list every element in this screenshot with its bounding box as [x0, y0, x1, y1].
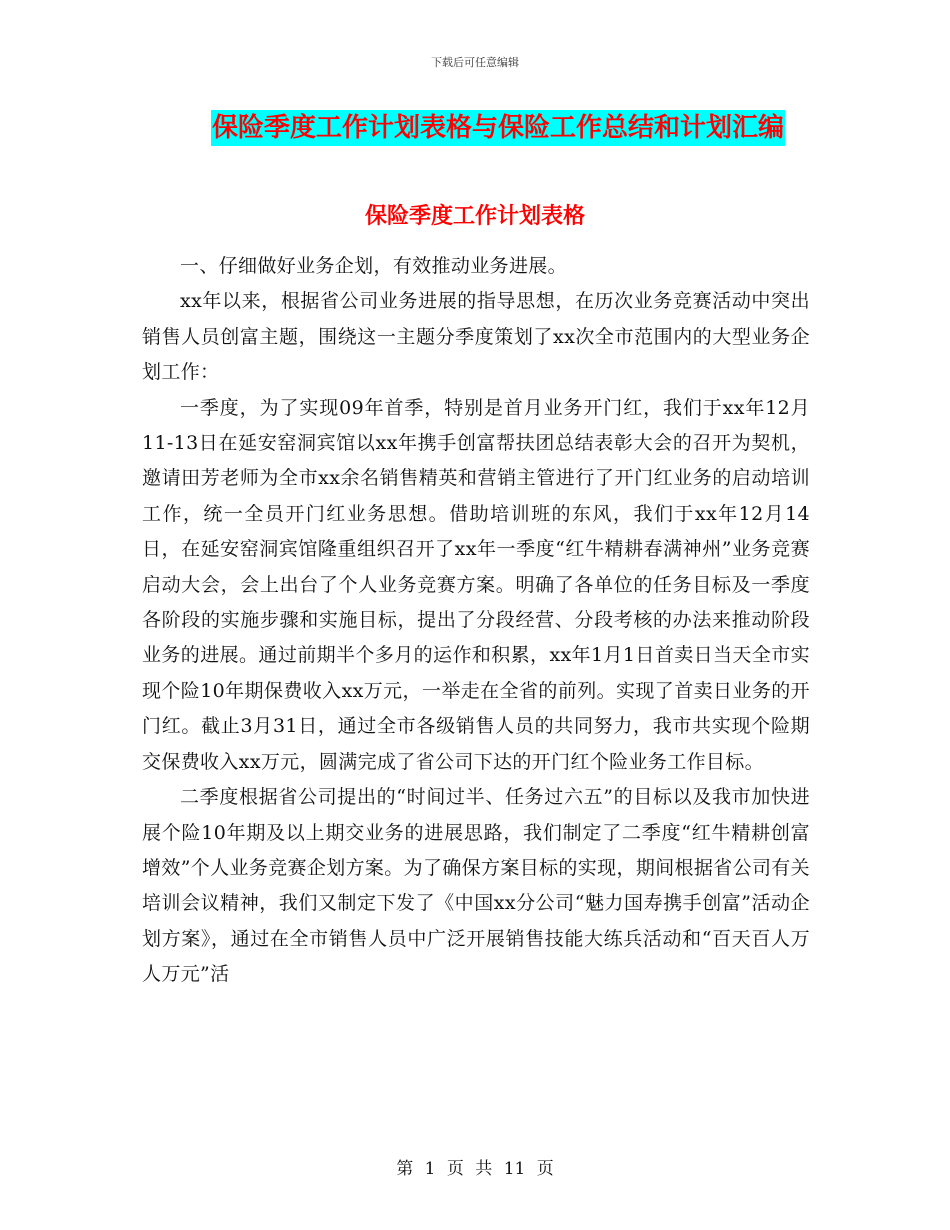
paragraph-3: 一季度，为了实现09年首季，特别是首月业务开门红，我们于xx年12月11-13日在延安窑洞宾馆以xx年携手创富帮扶团总结表彰大会的召开为契机，邀请田芳老师为全市xx余名销售精英和营销主管进行了开门红业务的启动培训工作，统一全员开门红业务思想。借助培训班的东风，我们于xx年12月14日，在延安窑洞宾馆隆重组织召开了xx年一季度“红牛精耕春满神州”业务竞赛启动大会，会上出台了个人业务竞赛方案。明确了各单位的任务目标及一季度各阶段的实施步骤和实施目标，提出了分段经营、分段考核的办法来推动阶段业务的进展。通过前期半个多月的运作和积累，xx年1月1日首卖日当天全市实现个险10年期保费收入xx万元，一举走在全省的前列。实现了首卖日业务的开门红。截止3月31日，通过全市各级销售人员的共同努力，我市共实现个险期交保费收入xx万元，圆满完成了省公司下达的开门红个险业务工作目标。	[142, 396, 810, 773]
page-number-footer: 第 1 页 共 11 页	[396, 1159, 554, 1179]
document-body	[142, 249, 810, 993]
header-note: 下载后可任意编辑	[431, 56, 519, 69]
document-title: 保险季度工作计划表格与保险工作总结和计划汇编	[211, 110, 785, 146]
section-title: 保险季度工作计划表格	[364, 204, 585, 229]
paragraph-2: xx年以来，根据省公司业务进展的指导思想，在历次业务竞赛活动中突出销售人员创富主题，围绕这一主题分季度策划了xx次全市范围内的大型业务企划工作：	[142, 290, 810, 384]
paragraph-4: 二季度根据省公司提出的“时间过半、任务过六五”的目标以及我市加快进展个险10年期及以上期交业务的进展思路，我们制定了二季度“红牛精耕创富增效”个人业务竞赛企划方案。为了确保方案目标的实现，期间根据省公司有关培训会议精神，我们又制定下发了《中国xx分公司“魅力国寿携手创富”活动企划方案》，通过在全市销售人员中广泛开展销售技能大练兵活动和“百天百人万人万元”活	[142, 786, 810, 986]
document-title-container	[0, 110, 950, 146]
paragraph-1: 一、仔细做好业务企划，有效推动业务进展。	[180, 255, 568, 277]
